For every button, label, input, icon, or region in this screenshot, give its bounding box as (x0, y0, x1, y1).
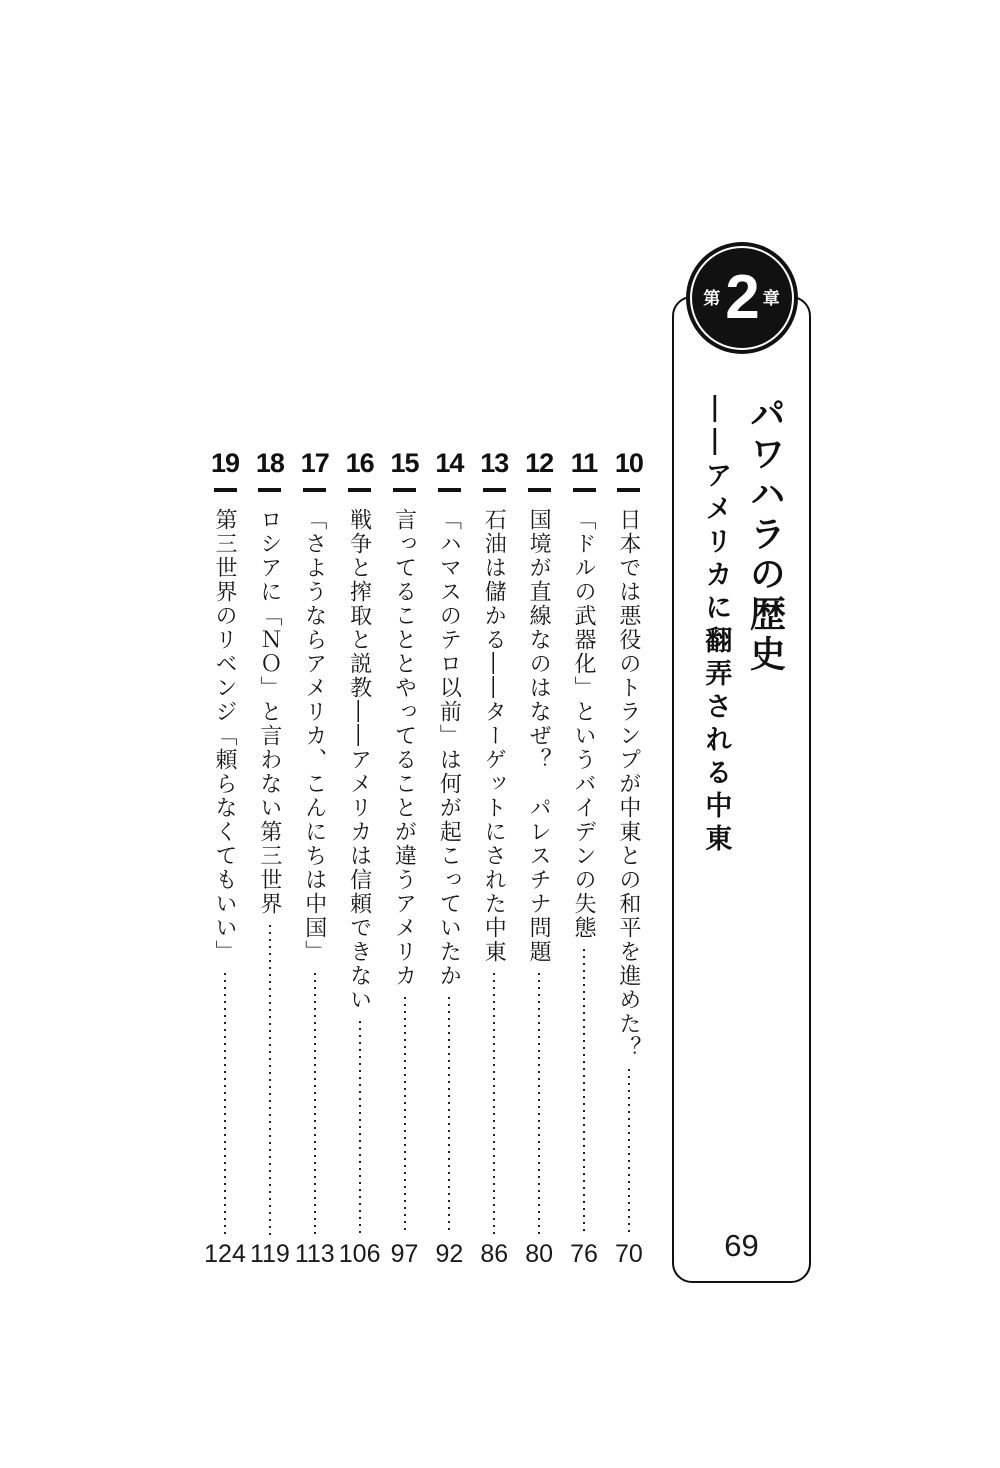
toc-entry-page: 80 (525, 1240, 554, 1268)
toc-entry-page: 92 (435, 1240, 464, 1268)
toc-dotted-leader (538, 973, 540, 1235)
toc-entry (338, 450, 382, 1268)
toc-number-underline (214, 488, 237, 492)
toc-entry (383, 450, 427, 1268)
toc-number-underline (393, 488, 416, 492)
chapter-badge-number: 2 (725, 263, 758, 332)
chapter-subtitle: ——アメリカに翻弄される中東 (701, 395, 732, 857)
toc-entry (293, 450, 337, 1268)
toc-dotted-leader (448, 997, 450, 1235)
toc-dotted-leader (314, 973, 316, 1235)
toc-entry (472, 450, 516, 1268)
toc-dotted-leader (583, 949, 585, 1235)
chapter-title: パワハラの歴史 (745, 395, 787, 675)
toc-entry-title: 言ってることとやってることが違うアメリカ (392, 508, 418, 988)
chapter-start-page-number: 69 (724, 1228, 759, 1263)
toc-entry-number: 12 (525, 448, 554, 478)
toc-number-underline (258, 488, 281, 492)
toc-entry-title: 戦争と搾取と説教——アメリカは信頼できない (347, 508, 373, 1012)
toc-entry-title: 「ハマスのテロ以前」は何が起こっていたか (437, 508, 463, 988)
toc-entry-title: 石油は儲かる——ターゲットにされた中東 (482, 508, 508, 964)
toc-dotted-leader (269, 925, 271, 1235)
toc-entry (427, 450, 471, 1268)
toc-entry-title: 「さようならアメリカ、こんにちは中国」 (302, 508, 328, 964)
toc-dotted-leader (404, 997, 406, 1235)
toc-entry-title: 日本では悪役のトランプが中東との和平を進めた？ (616, 508, 642, 1060)
toc-entry-page: 124 (204, 1240, 246, 1268)
chapter-panel (672, 263, 811, 1283)
toc-entry-number: 14 (435, 448, 464, 478)
toc-number-underline (573, 488, 596, 492)
toc-entry-number: 15 (390, 448, 419, 478)
toc-entry-title: ロシアに「ＮＯ」と言わない第三世界 (257, 508, 283, 916)
toc-entry-title: 第三世界のリベンジ「頼らなくてもいい」 (213, 508, 238, 964)
toc-entry-page: 70 (614, 1240, 643, 1268)
toc-entry-number: 13 (480, 448, 509, 478)
toc-number-underline (438, 488, 461, 492)
toc-dotted-leader (359, 1021, 361, 1235)
toc-entry-number: 11 (570, 448, 598, 478)
toc-entry-page: 106 (338, 1240, 381, 1268)
toc-entry-page: 113 (294, 1240, 335, 1268)
toc-entry-number: 10 (614, 448, 643, 478)
toc-entry-number: 17 (300, 448, 329, 478)
toc-entry-title: 国境が直線なのはなぜ？ パレスチナ問題 (527, 508, 553, 964)
toc-entry (607, 450, 651, 1268)
toc-dotted-leader (493, 973, 495, 1235)
toc-entry (562, 450, 606, 1268)
toc-entry-page: 76 (570, 1240, 598, 1268)
toc-entry-page: 97 (390, 1240, 419, 1268)
toc-number-underline (617, 488, 640, 492)
toc-number-underline (348, 488, 371, 492)
toc-entry-number: 16 (345, 448, 374, 478)
toc-entry-title: 「ドルの武器化」というバイデンの失態 (572, 508, 597, 940)
chapter-badge-prefix: 第 (703, 288, 721, 308)
toc-entry-number: 18 (255, 448, 284, 478)
toc-dotted-leader (224, 973, 226, 1235)
toc-entry (203, 450, 247, 1268)
toc-number-underline (303, 488, 326, 492)
toc-entry (248, 450, 292, 1268)
toc-entry-number: 19 (210, 448, 240, 478)
chapter-badge-suffix: 章 (762, 288, 780, 308)
toc-number-underline (528, 488, 551, 492)
chapter-number-badge (686, 242, 798, 354)
table-of-contents (203, 450, 651, 1268)
toc-number-underline (483, 488, 506, 492)
toc-entry-page: 119 (249, 1240, 290, 1268)
toc-entry (517, 450, 561, 1268)
toc-entry-page: 86 (480, 1240, 509, 1268)
toc-dotted-leader (628, 1069, 630, 1235)
